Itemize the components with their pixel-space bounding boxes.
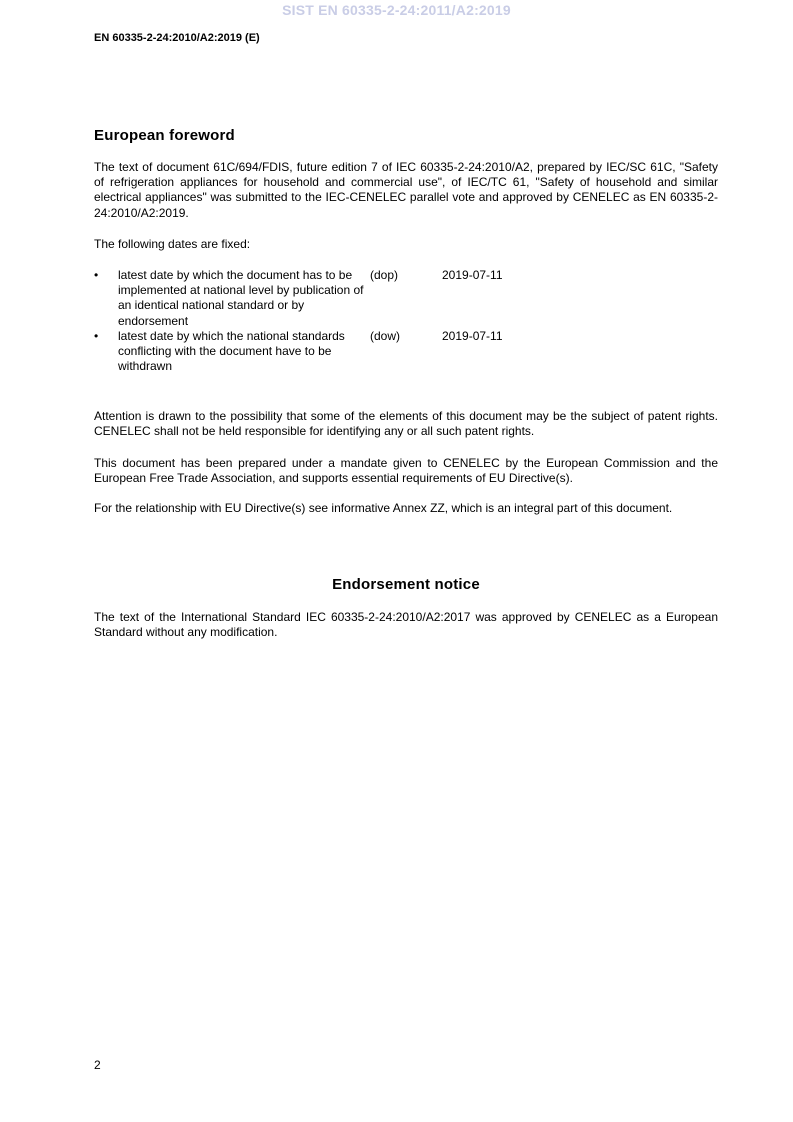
dates-list — [94, 268, 718, 374]
foreword-paragraph: The text of document 61C/694/FDIS, future edition 7 of IEC 60335-2-24:2010/A2, prepared by IEC/SC 61C, "Safety of refrigeration appliances for household and commercial use", of IEC/TC 61, "Safety of household and similar electrical appliances" was submitted to the IEC-CENELEC parallel vote and approved by CENELEC as EN 60335-2-24:2010/A2:2019. — [94, 160, 718, 220]
date-abbreviation: (dow) — [370, 328, 401, 343]
dates-intro: The following dates are fixed: — [94, 237, 251, 251]
patent-paragraph: Attention is drawn to the possibility that some of the elements of this document may be the subject of patent rights. CENELEC shall not be held responsible for identifying any or all such patent rights. — [94, 409, 718, 439]
bullet-icon: • — [94, 328, 99, 343]
endorsement-paragraph: The text of the International Standard IEC 60335-2-24:2010/A2:2017 was approved by CENELEC as a European Standard without any modification. — [94, 610, 718, 640]
page-number: 2 — [94, 1058, 101, 1072]
annex-paragraph: For the relationship with EU Directive(s) see informative Annex ZZ, which is an integral part of this document. — [94, 501, 673, 515]
endorsement-title: Endorsement notice — [332, 576, 480, 593]
date-description: latest date by which the national standards conflicting with the document have to be withdrawn — [118, 328, 345, 374]
date-item-dow — [94, 329, 718, 375]
mandate-paragraph: This document has been prepared under a mandate given to CENELEC by the European Commission and the European Free Trade Association, and supports essential requirements of EU Directive(s). — [94, 456, 718, 486]
foreword-title: European foreword — [94, 127, 235, 144]
watermark: SIST EN 60335-2-24:2011/A2:2019 — [282, 2, 511, 18]
date-description: latest date by which the document has to be implemented at national level by publication of an identical national standard or by endorsement — [118, 268, 364, 328]
document-identifier: EN 60335-2-24:2010/A2:2019 (E) — [94, 32, 260, 44]
bullet-icon: • — [94, 268, 99, 282]
date-value: 2019-07-11 — [442, 268, 503, 282]
date-item-dop — [94, 268, 718, 329]
date-abbreviation: (dop) — [370, 268, 399, 282]
date-value: 2019-07-11 — [442, 328, 503, 343]
